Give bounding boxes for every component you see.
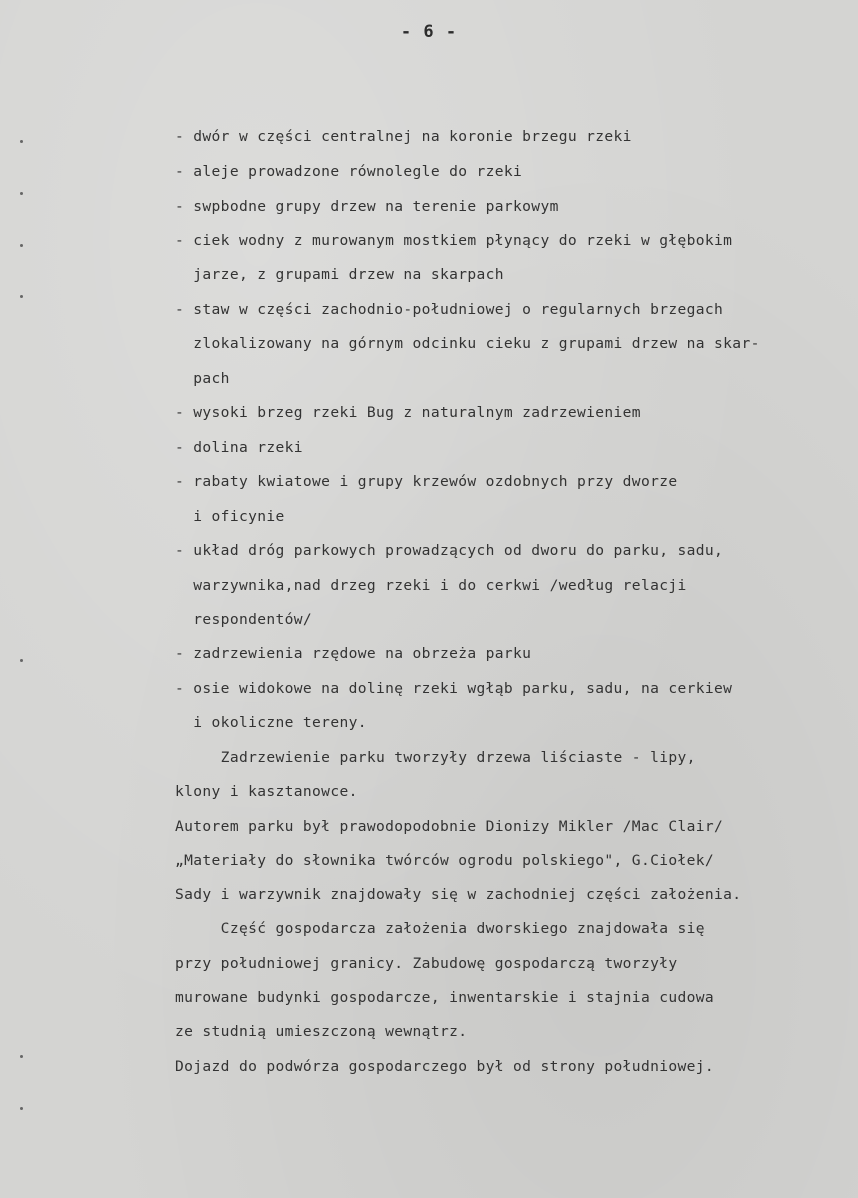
bullet-line: i oficynie [175,508,285,525]
bullet-line: - dwór w części centralnej na koronie brzegu rzeki [175,128,632,145]
margin-mark [20,295,23,298]
paragraph-line: Autorem parku był prawodopodobnie Dionizy Mikler /Mac Clair/ [175,818,724,835]
bullet-line: zlokalizowany na górnym odcinku cieku z grupami drzew na skar- [175,335,760,352]
paragraph-line: klony i kasztanowce. [175,783,358,800]
margin-mark [20,1107,23,1110]
paragraph-line: ze studnią umieszczoną wewnątrz. [175,1023,468,1040]
bullet-line: respondentów/ [175,611,313,628]
bullet-line: - osie widokowe na dolinę rzeki wgłąb parku, sadu, na cerkiew [175,680,733,697]
bullet-line: - aleje prowadzone równolegle do rzeki [175,163,523,180]
bullet-line: - swpbodne grupy drzew na terenie parkowym [175,198,559,215]
bullet-line: jarze, z grupami drzew na skarpach [175,266,504,283]
paragraph-line: Zadrzewienie parku tworzyły drzewa liściaste - lipy, [175,749,696,766]
margin-mark [20,659,23,662]
bullet-line: - staw w części zachodnio-południowej o regularnych brzegach [175,301,724,318]
bullet-line: - ciek wodny z murowanym mostkiem płynący do rzeki w głębokim [175,232,733,249]
bullet-line: - zadrzewienia rzędowe na obrzeża parku [175,645,532,662]
paragraph-line: Sady i warzywnik znajdowały się w zachodniej części założenia. [175,886,742,903]
paragraph-line: Dojazd do podwórza gospodarczego był od strony południowej. [175,1058,715,1075]
margin-mark [20,1055,23,1058]
bullet-line: warzywnika,nad drzeg rzeki i do cerkwi /według relacji [175,577,687,594]
margin-mark [20,244,23,247]
paragraph-line: przy południowej granicy. Zabudowę gospodarczą tworzyły [175,955,678,972]
paragraph-line: murowane budynki gospodarcze, inwentarskie i stajnia cudowa [175,989,715,1006]
paragraph-line: „Materiały do słownika twórców ogrodu polskiego", G.Ciołek/ [175,852,715,869]
paragraph-line: Część gospodarcza założenia dworskiego znajdowała się [175,920,705,937]
bullet-line: - dolina rzeki [175,439,303,456]
bullet-line: - rabaty kwiatowe i grupy krzewów ozdobnych przy dworze [175,473,678,490]
page-number: - 6 - [400,22,458,42]
margin-mark [20,192,23,195]
bullet-line: - układ dróg parkowych prowadzących od dworu do parku, sadu, [175,542,724,559]
margin-mark [20,140,23,143]
bullet-line: - wysoki brzeg rzeki Bug z naturalnym zadrzewieniem [175,404,641,421]
bullet-line: pach [175,370,230,387]
bullet-line: i okoliczne tereny. [175,714,367,731]
